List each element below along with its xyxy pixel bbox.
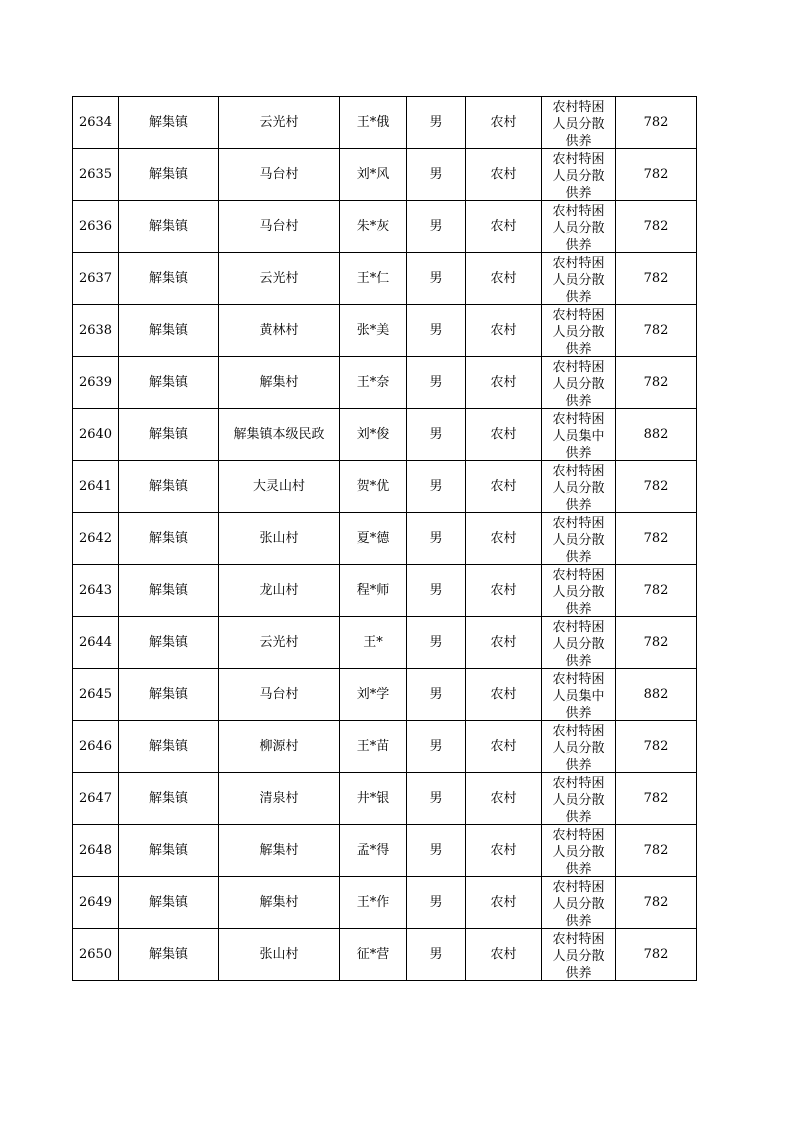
area-cell: 农村 [466,149,542,201]
row-number-cell: 2647 [73,773,119,825]
area-cell: 农村 [466,305,542,357]
amount-cell: 782 [616,253,697,305]
amount-cell: 782 [616,149,697,201]
row-number-cell: 2639 [73,357,119,409]
amount-cell: 782 [616,721,697,773]
village-cell: 张山村 [219,513,340,565]
town-cell: 解集镇 [119,513,219,565]
row-number-cell: 2649 [73,877,119,929]
row-number-cell: 2650 [73,929,119,981]
amount-cell: 782 [616,357,697,409]
area-cell: 农村 [466,357,542,409]
support-type-text: 农村特困人员分散供养 [552,152,605,200]
town-cell: 解集镇 [119,149,219,201]
table-body [73,97,697,981]
table-row [73,201,697,253]
gender-cell: 男 [407,877,466,929]
support-type-text: 农村特困人员分散供养 [552,880,605,928]
area-cell: 农村 [466,929,542,981]
table-row [73,721,697,773]
table-row [73,149,697,201]
amount-cell: 782 [616,97,697,149]
row-number-cell: 2642 [73,513,119,565]
support-type-cell [542,305,616,357]
table-row [73,409,697,461]
town-cell: 解集镇 [119,617,219,669]
amount-cell: 782 [616,305,697,357]
town-cell: 解集镇 [119,565,219,617]
support-type-text: 农村特困人员分散供养 [552,724,605,772]
area-cell: 农村 [466,513,542,565]
name-cell: 王* [340,617,407,669]
row-number-cell: 2648 [73,825,119,877]
support-type-cell [542,617,616,669]
gender-cell: 男 [407,305,466,357]
village-cell: 解集村 [219,825,340,877]
table-row [73,357,697,409]
gender-cell: 男 [407,97,466,149]
support-type-text: 农村特困人员分散供养 [552,776,605,824]
name-cell: 张*美 [340,305,407,357]
town-cell: 解集镇 [119,409,219,461]
area-cell: 农村 [466,253,542,305]
name-cell: 王*俄 [340,97,407,149]
support-type-text: 农村特困人员分散供养 [552,100,605,148]
amount-cell: 782 [616,773,697,825]
support-type-cell [542,669,616,721]
village-cell: 清泉村 [219,773,340,825]
area-cell: 农村 [466,773,542,825]
name-cell: 王*仁 [340,253,407,305]
table-row [73,773,697,825]
support-type-cell [542,97,616,149]
area-cell: 农村 [466,825,542,877]
name-cell: 刘*学 [340,669,407,721]
name-cell: 刘*俊 [340,409,407,461]
name-cell: 刘*风 [340,149,407,201]
support-type-cell [542,877,616,929]
support-type-cell [542,357,616,409]
area-cell: 农村 [466,669,542,721]
support-type-cell [542,149,616,201]
town-cell: 解集镇 [119,669,219,721]
village-cell: 云光村 [219,97,340,149]
table-row [73,669,697,721]
support-type-cell [542,461,616,513]
gender-cell: 男 [407,253,466,305]
beneficiary-table [72,96,697,981]
village-cell: 黄林村 [219,305,340,357]
row-number-cell: 2638 [73,305,119,357]
amount-cell: 782 [616,825,697,877]
town-cell: 解集镇 [119,253,219,305]
amount-cell: 882 [616,669,697,721]
support-type-cell [542,409,616,461]
town-cell: 解集镇 [119,357,219,409]
area-cell: 农村 [466,409,542,461]
town-cell: 解集镇 [119,305,219,357]
amount-cell: 782 [616,461,697,513]
village-cell: 大灵山村 [219,461,340,513]
area-cell: 农村 [466,201,542,253]
name-cell: 程*师 [340,565,407,617]
amount-cell: 882 [616,409,697,461]
name-cell: 王*作 [340,877,407,929]
table-row [73,513,697,565]
support-type-text: 农村特困人员集中供养 [552,412,605,460]
town-cell: 解集镇 [119,721,219,773]
support-type-cell [542,513,616,565]
support-type-text: 农村特困人员分散供养 [552,308,605,356]
support-type-text: 农村特困人员分散供养 [552,620,605,668]
gender-cell: 男 [407,513,466,565]
name-cell: 征*营 [340,929,407,981]
village-cell: 马台村 [219,149,340,201]
area-cell: 农村 [466,721,542,773]
support-type-cell [542,253,616,305]
table-row [73,565,697,617]
table-row [73,253,697,305]
gender-cell: 男 [407,669,466,721]
support-type-text: 农村特困人员分散供养 [552,516,605,564]
gender-cell: 男 [407,721,466,773]
row-number-cell: 2637 [73,253,119,305]
town-cell: 解集镇 [119,929,219,981]
gender-cell: 男 [407,773,466,825]
village-cell: 马台村 [219,669,340,721]
village-cell: 解集村 [219,877,340,929]
table-row [73,97,697,149]
village-cell: 龙山村 [219,565,340,617]
table-row [73,929,697,981]
amount-cell: 782 [616,565,697,617]
row-number-cell: 2646 [73,721,119,773]
row-number-cell: 2643 [73,565,119,617]
table-row [73,825,697,877]
area-cell: 农村 [466,565,542,617]
village-cell: 张山村 [219,929,340,981]
amount-cell: 782 [616,513,697,565]
table-row [73,877,697,929]
town-cell: 解集镇 [119,97,219,149]
table-row [73,617,697,669]
row-number-cell: 2641 [73,461,119,513]
town-cell: 解集镇 [119,461,219,513]
support-type-cell [542,565,616,617]
support-type-text: 农村特困人员分散供养 [552,828,605,876]
village-cell: 云光村 [219,253,340,305]
gender-cell: 男 [407,461,466,513]
area-cell: 农村 [466,617,542,669]
town-cell: 解集镇 [119,773,219,825]
name-cell: 贺*优 [340,461,407,513]
gender-cell: 男 [407,929,466,981]
gender-cell: 男 [407,825,466,877]
amount-cell: 782 [616,201,697,253]
gender-cell: 男 [407,201,466,253]
village-cell: 柳源村 [219,721,340,773]
gender-cell: 男 [407,565,466,617]
gender-cell: 男 [407,149,466,201]
support-type-cell [542,201,616,253]
row-number-cell: 2636 [73,201,119,253]
area-cell: 农村 [466,461,542,513]
name-cell: 朱*灰 [340,201,407,253]
name-cell: 井*银 [340,773,407,825]
area-cell: 农村 [466,877,542,929]
name-cell: 夏*德 [340,513,407,565]
amount-cell: 782 [616,877,697,929]
support-type-text: 农村特困人员分散供养 [552,204,605,252]
support-type-text: 农村特困人员分散供养 [552,256,605,304]
gender-cell: 男 [407,617,466,669]
support-type-text: 农村特困人员集中供养 [552,672,605,720]
support-type-text: 农村特困人员分散供养 [552,568,605,616]
support-type-cell [542,773,616,825]
row-number-cell: 2635 [73,149,119,201]
support-type-cell [542,721,616,773]
table-row [73,305,697,357]
support-type-cell [542,825,616,877]
village-cell: 马台村 [219,201,340,253]
area-cell: 农村 [466,97,542,149]
town-cell: 解集镇 [119,825,219,877]
row-number-cell: 2634 [73,97,119,149]
row-number-cell: 2645 [73,669,119,721]
town-cell: 解集镇 [119,877,219,929]
name-cell: 孟*得 [340,825,407,877]
support-type-text: 农村特困人员分散供养 [552,360,605,408]
amount-cell: 782 [616,929,697,981]
gender-cell: 男 [407,357,466,409]
name-cell: 王*奈 [340,357,407,409]
amount-cell: 782 [616,617,697,669]
village-cell: 解集村 [219,357,340,409]
row-number-cell: 2644 [73,617,119,669]
row-number-cell: 2640 [73,409,119,461]
support-type-cell [542,929,616,981]
name-cell: 王*苗 [340,721,407,773]
town-cell: 解集镇 [119,201,219,253]
support-type-text: 农村特困人员分散供养 [552,932,605,980]
support-type-text: 农村特困人员分散供养 [552,464,605,512]
table-row [73,461,697,513]
village-cell: 云光村 [219,617,340,669]
gender-cell: 男 [407,409,466,461]
village-cell: 解集镇本级民政 [219,409,340,461]
